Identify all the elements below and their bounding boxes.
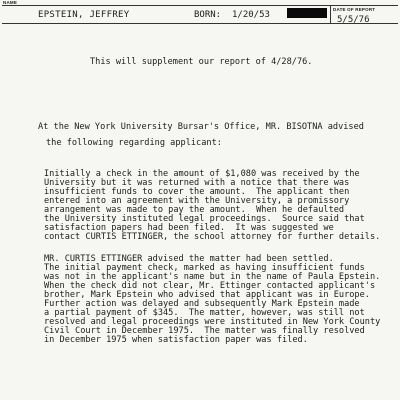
date-of-report-label: DATE OF REPORT	[333, 7, 376, 12]
paragraph1-line: contact CURTIS ETTINGER, the school attorney for further details.	[44, 232, 381, 242]
name-label: NAME	[3, 0, 18, 5]
subject-name: EPSTEIN, JEFFREY	[38, 10, 130, 20]
paragraph2-line: was not in the applicant's name but in the name of Paula Epstein.	[44, 272, 381, 282]
header-divider	[330, 5, 331, 23]
source-line: At the New York University Bursar's Office, MR. BISOTNA advised	[38, 122, 364, 132]
paragraph2-line: When the check did not clear, Mr. Ettinger contacted applicant's	[44, 281, 376, 291]
paragraph2-line: brother, Mark Epstein who advised that applicant was in Europe.	[44, 290, 370, 300]
paragraph1-line: arrangement was made to pay the amount. When he defaulted	[44, 205, 345, 215]
paragraph2-line: The initial payment check, marked as having insufficient funds	[44, 263, 365, 273]
paragraph1-line: Initially a check in the amount of $1,080 was received by the	[44, 169, 360, 179]
intro-line: This will supplement our report of 4/28/76.	[90, 57, 313, 67]
paragraph1-line: insufficient funds to cover the amount. The applicant then	[44, 187, 350, 197]
paragraph2-line: resolved and legal proceedings were instituted in New York County	[44, 317, 381, 327]
redaction-block	[287, 8, 327, 18]
paragraph1-line: satisfaction papers had been filed. It was suggested we	[44, 223, 334, 233]
paragraph2-line: MR. CURTIS ETTINGER advised the matter had been settled.	[44, 254, 334, 264]
paragraph2-line: in December 1975 when satisfaction paper was filed.	[44, 335, 308, 345]
paragraph1-line: entered into an agreement with the University, a promissory	[44, 196, 350, 206]
source-line: the following regarding applicant:	[46, 138, 222, 148]
paragraph1-line: the University instituted legal proceedings. Source said that	[44, 214, 365, 224]
paragraph2-line: Civil Court in December 1975. The matter was finally resolved	[44, 326, 365, 336]
born-date: 1/20/53	[232, 10, 270, 20]
paragraph1-line: University but it was returned with a notice that there was	[44, 178, 350, 188]
paragraph2-line: a partial payment of $345. The matter, however, was still not	[44, 308, 365, 318]
date-of-report: 5/5/76	[337, 15, 370, 25]
born-label: BORN:	[194, 10, 222, 20]
paragraph2-line: Further action was delayed and subsequently Mark Epstein made	[44, 299, 360, 309]
